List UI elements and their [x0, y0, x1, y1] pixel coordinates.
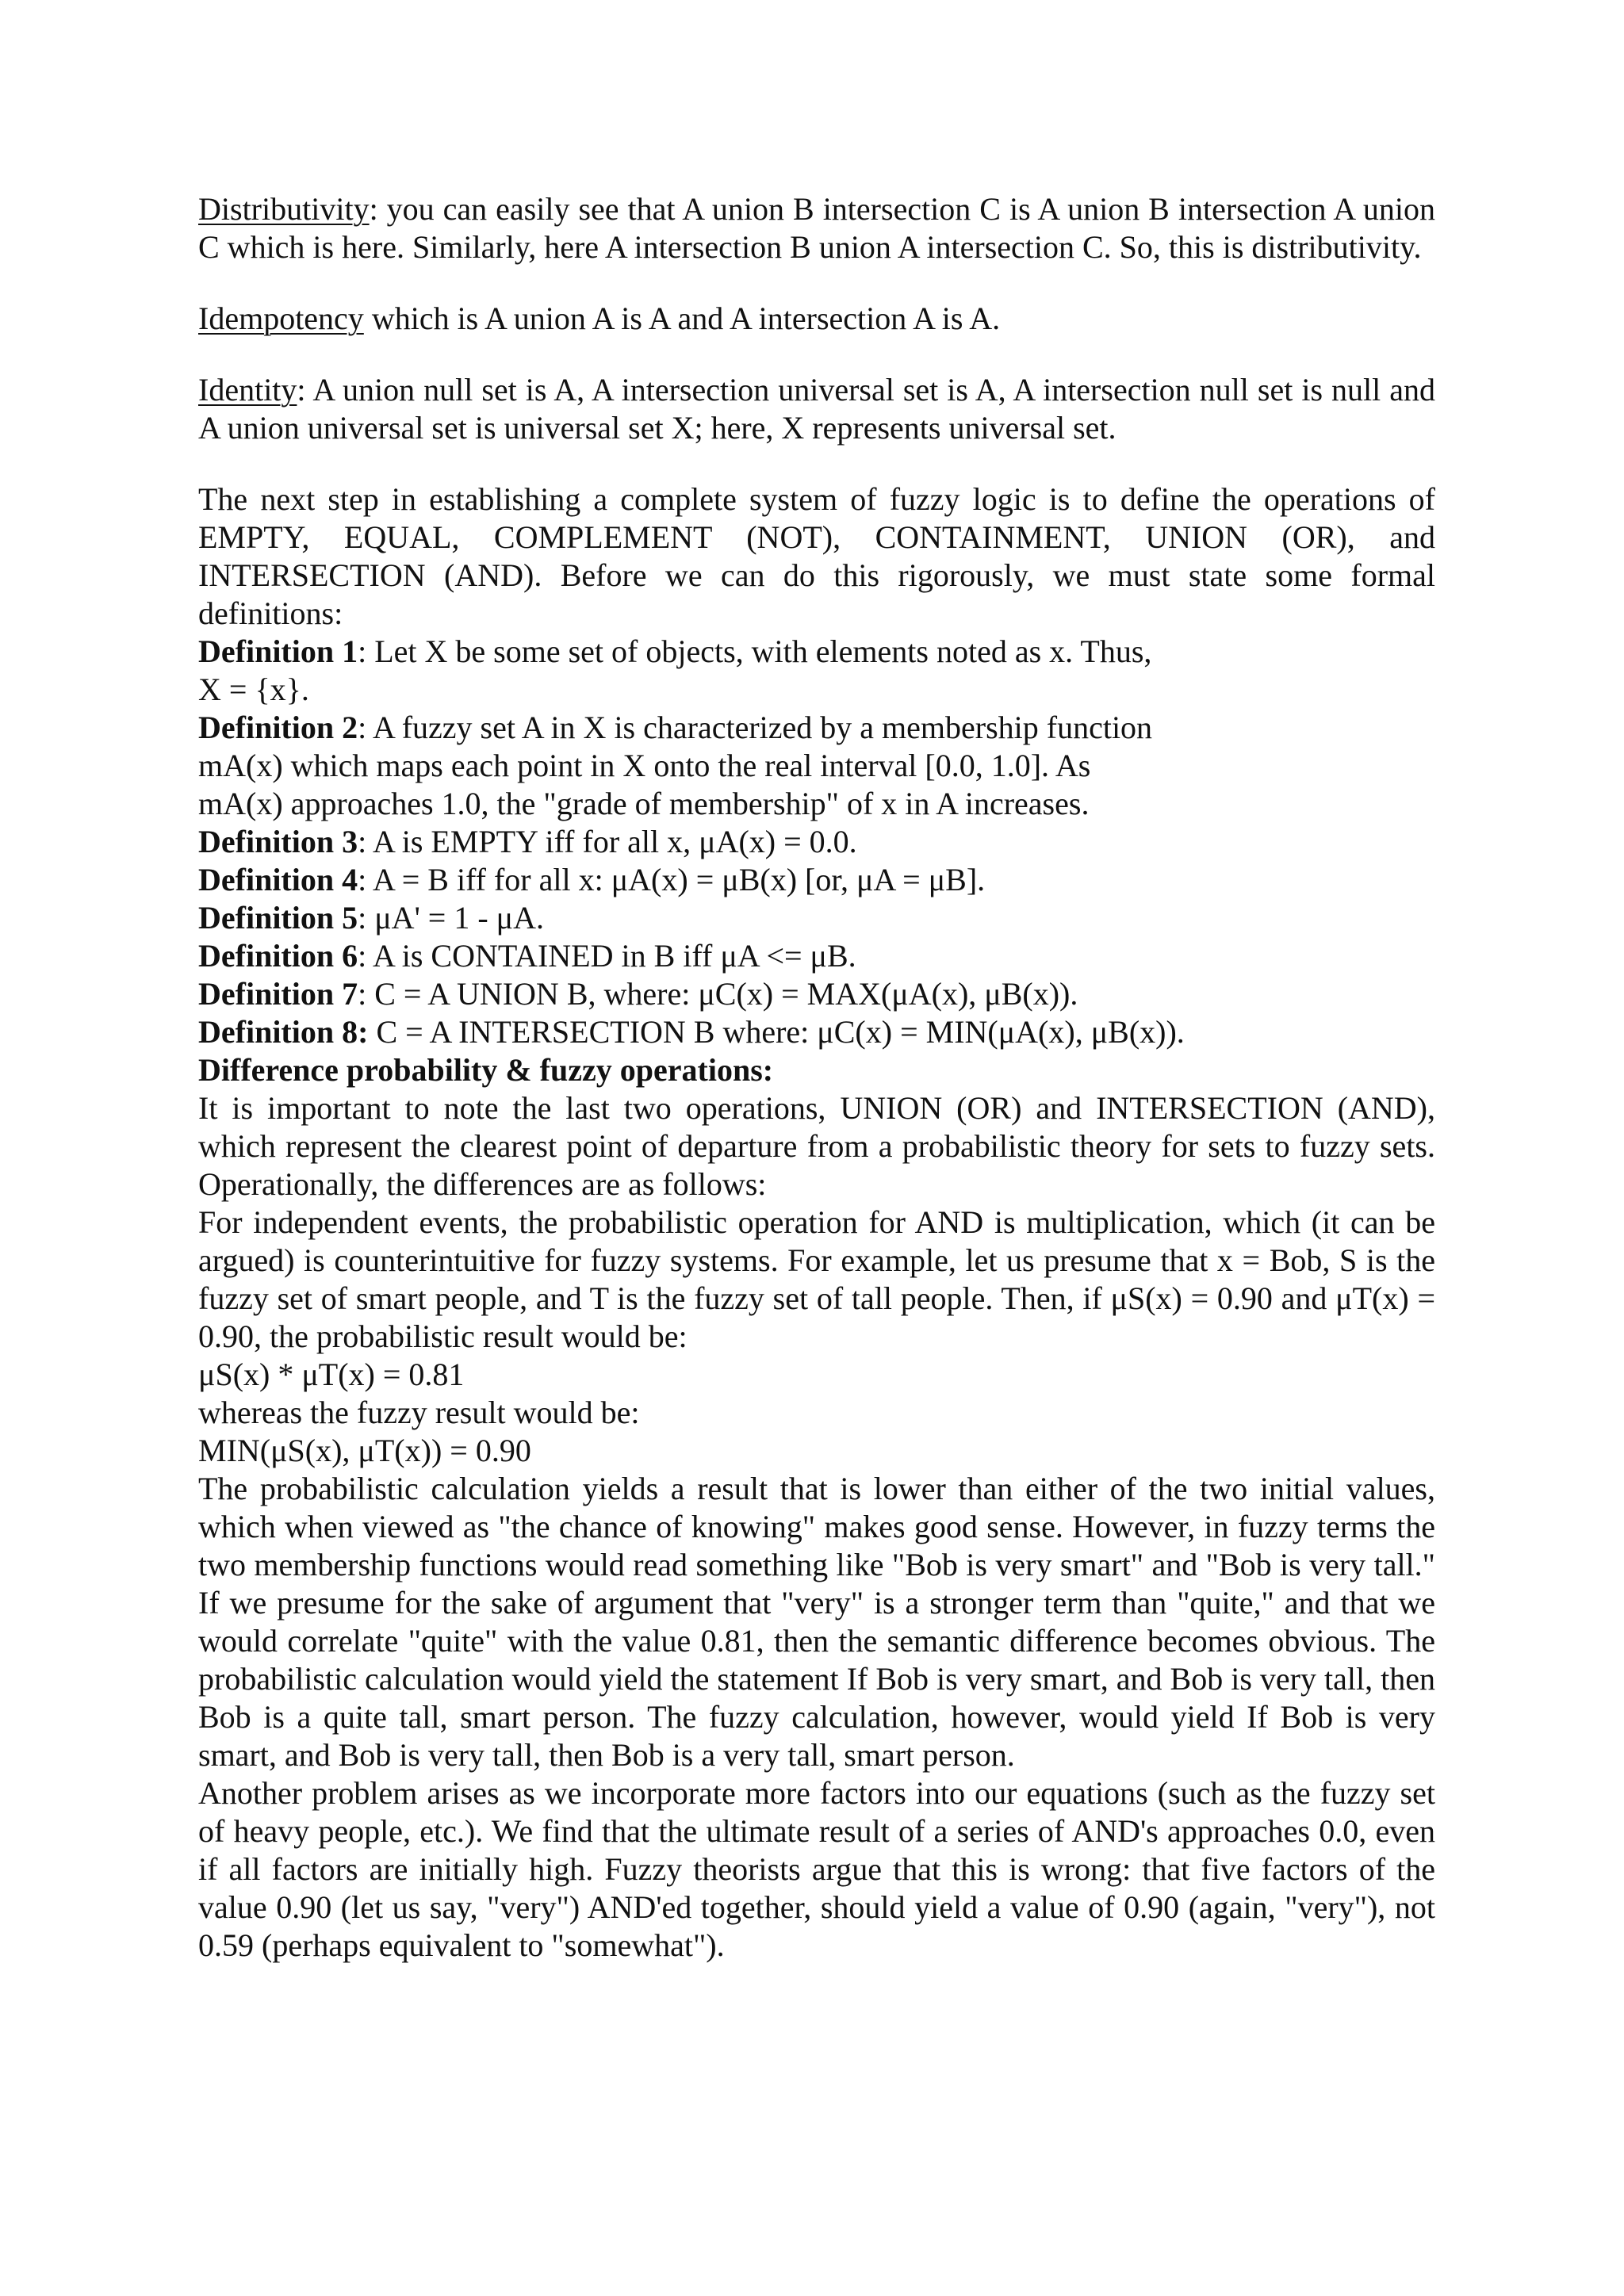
- definition-5-text: : μA' = 1 - μA.: [358, 900, 544, 936]
- definition-7-label: Definition 7: [198, 976, 358, 1012]
- distributivity-term: Distributivity: [198, 191, 370, 227]
- definition-2-line3: mA(x) approaches 1.0, the "grade of membership" of x in A increases.: [198, 786, 1090, 821]
- definition-3: [198, 823, 1435, 861]
- definition-8-label: Definition 8:: [198, 1014, 369, 1050]
- definition-1: [198, 633, 1435, 671]
- definition-4-text: : A = B iff for all x: μA(x) = μB(x) [or, μA = μB].: [358, 862, 986, 897]
- difference-paragraph-1: It is important to note the last two operations, UNION (OR) and INTERSECTION (AND), which represent the clearest point of departure from a probabilistic theory for sets to fuzzy sets. Operationally, the differences are as follows:: [198, 1090, 1435, 1202]
- definition-7: [198, 975, 1435, 1013]
- definition-4-label: Definition 4: [198, 862, 358, 897]
- definition-1-label: Definition 1: [198, 633, 358, 669]
- identity-paragraph: [198, 371, 1435, 447]
- definition-3-label: Definition 3: [198, 824, 358, 859]
- definition-8-text: C = A INTERSECTION B where: μC(x) = MIN(μA(x), μB(x)).: [368, 1014, 1185, 1050]
- difference-paragraph-4: Another problem arises as we incorporate more factors into our equations (such as the fuzzy set of heavy people, etc.). We find that the ultimate result of a series of AND's approaches 0.0, even if all factors are initially high. Fuzzy theorists argue that this is wrong: that five factors of the value 0.90 (let us say, "very") AND'ed together, should yield a value of 0.90 (again, "very"), not 0.59 (perhaps equivalent to "somewhat").: [198, 1775, 1435, 1963]
- definition-5: [198, 899, 1435, 937]
- difference-paragraph-3: The probabilistic calculation yields a result that is lower than either of the two initial values, which when viewed as "the chance of knowing" makes good sense. However, in fuzzy terms the two membership functions would read something like "Bob is very smart" and "Bob is very tall." If we presume for the sake of argument that "very" is a stronger term than "quite," and that we would correlate "quite" with the value 0.81, then the semantic difference becomes obvious. The probabilistic calculation would yield the statement If Bob is very smart, and Bob is very tall, then Bob is a quite tall, smart person. The fuzzy calculation, however, would yield If Bob is very smart, and Bob is very tall, then Bob is a very tall, smart person.: [198, 1471, 1435, 1773]
- intro-paragraph: The next step in establishing a complete system of fuzzy logic is to define the operations of EMPTY, EQUAL, COMPLEMENT (NOT), CONTAINMENT, UNION (OR), and INTERSECTION (AND). Before we can do this rigorously, we must state some formal definitions:: [198, 481, 1435, 631]
- whereas-line: whereas the fuzzy result would be:: [198, 1395, 640, 1430]
- distributivity-text: : you can easily see that A union B intersection C is A union B intersection A union C which is here. Similarly, here A intersection B union A intersection C. So, this is distributivity.: [198, 191, 1435, 265]
- identity-term: Identity: [198, 372, 297, 408]
- document-page: [198, 190, 1435, 1965]
- definition-3-text: : A is EMPTY iff for all x, μA(x) = 0.0.: [358, 824, 857, 859]
- distributivity-paragraph: [198, 190, 1435, 266]
- definition-4: [198, 861, 1435, 899]
- definition-5-label: Definition 5: [198, 900, 358, 936]
- definition-6-label: Definition 6: [198, 938, 358, 974]
- definition-6: [198, 937, 1435, 975]
- definition-2-text: : A fuzzy set A in X is characterized by a membership function: [358, 710, 1153, 745]
- definition-1-line2: X = {x}.: [198, 672, 309, 707]
- fuzzy-formula: MIN(μS(x), μT(x)) = 0.90: [198, 1433, 531, 1468]
- probabilistic-formula: μS(x) * μT(x) = 0.81: [198, 1357, 465, 1392]
- idempotency-term: Idempotency: [198, 300, 364, 336]
- difference-heading: Difference probability & fuzzy operations:: [198, 1052, 774, 1088]
- definition-1-text: : Let X be some set of objects, with elements noted as x. Thus,: [358, 633, 1152, 669]
- difference-paragraph-2: For independent events, the probabilistic operation for AND is multiplication, which (it can be argued) is counterintuitive for fuzzy systems. For example, let us presume that x = Bob, S is the fuzzy set of smart people, and T is the fuzzy set of tall people. Then, if μS(x) = 0.90 and μT(x) = 0.90, the probabilistic result would be:: [198, 1204, 1435, 1354]
- definition-6-text: : A is CONTAINED in B iff μA <= μB.: [358, 938, 856, 974]
- definition-2: [198, 709, 1435, 747]
- definition-8: [198, 1013, 1435, 1051]
- definition-2-line2: mA(x) which maps each point in X onto the real interval [0.0, 1.0]. As: [198, 748, 1091, 783]
- definition-2-label: Definition 2: [198, 710, 358, 745]
- identity-text: : A union null set is A, A intersection universal set is A, A intersection null set is null and A union universal set is universal set X; here, X represents universal set.: [198, 372, 1435, 446]
- idempotency-text: which is A union A is A and A intersection A is A.: [363, 300, 1001, 336]
- definition-7-text: : C = A UNION B, where: μC(x) = MAX(μA(x), μB(x)).: [358, 976, 1078, 1012]
- idempotency-paragraph: [198, 300, 1435, 338]
